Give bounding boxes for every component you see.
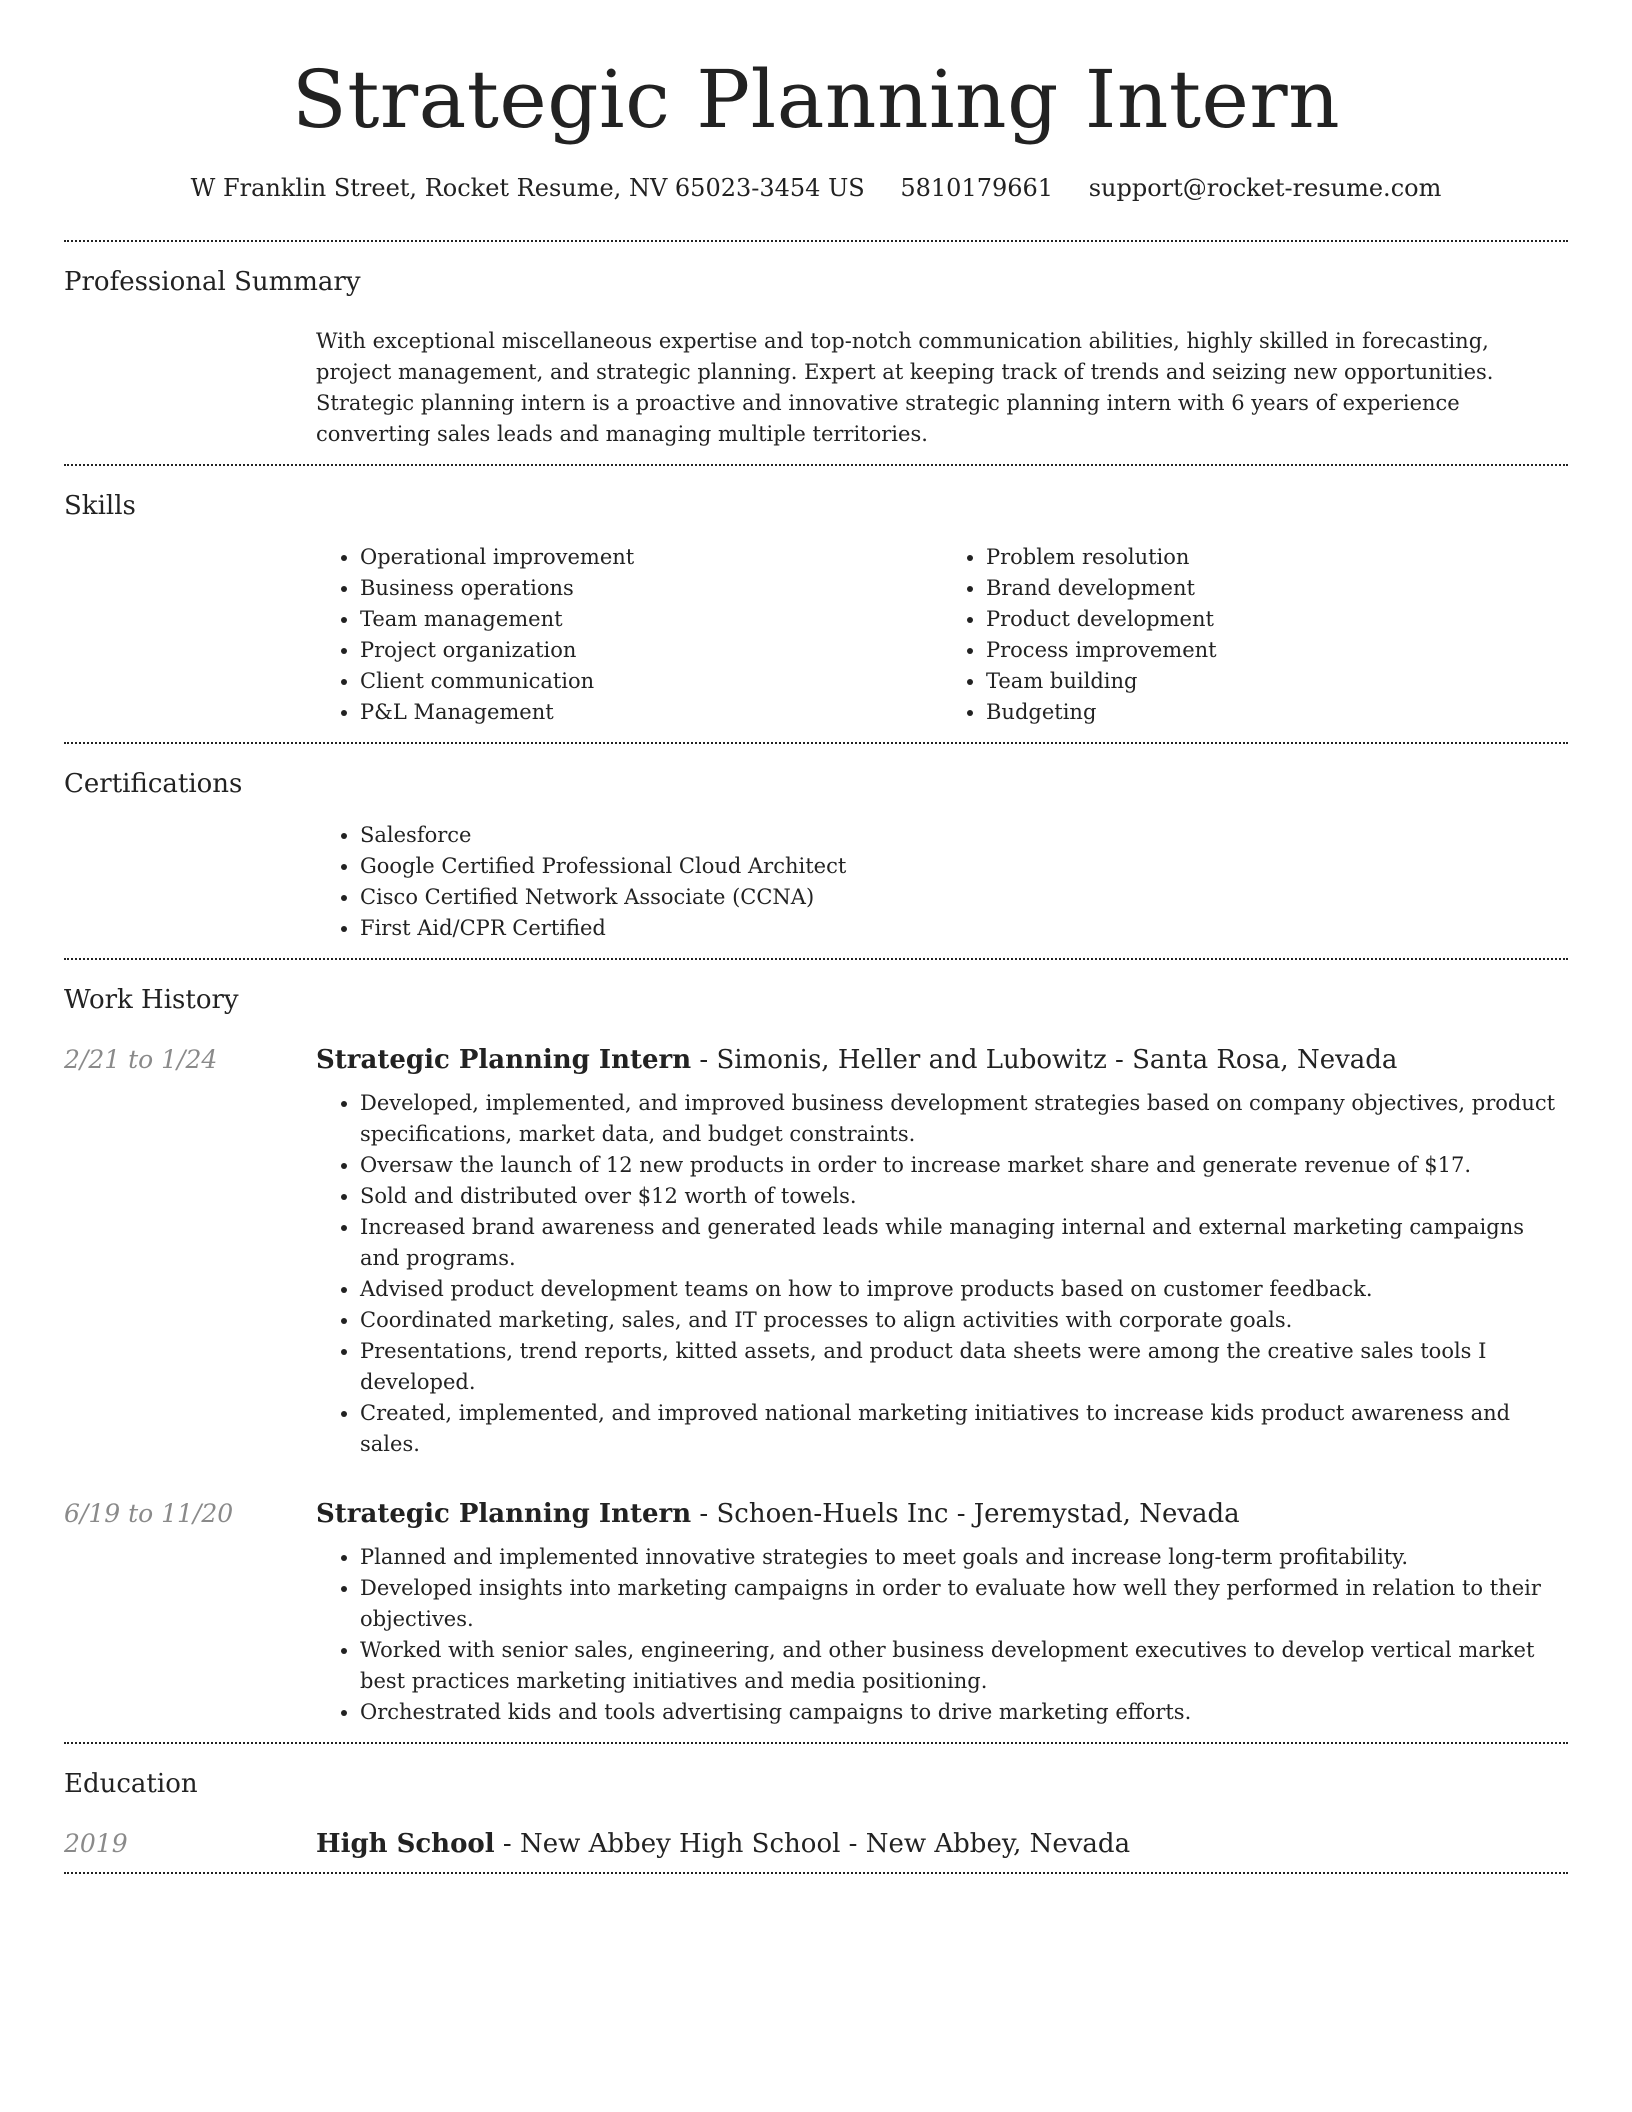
education-entry [64, 1802, 1568, 1872]
job-bullet: • Developed insights into marketing campaigns in order to evaluate how well they performed in relation to their objectives. [360, 1573, 1568, 1635]
job-bullet-list [316, 1542, 1568, 1728]
skill-item: • Project organization [360, 635, 942, 666]
certifications-list [316, 820, 1568, 944]
skills-grid [316, 542, 1568, 728]
contact-phone: 5810179661 [900, 174, 1054, 202]
skill-item: • Business operations [360, 573, 942, 604]
job-bullet: • Advised product development teams on how to improve products based on customer feedback. [360, 1274, 1568, 1305]
education-degree: High School [316, 1829, 495, 1859]
job-company-location: - Schoen-Huels Inc - Jeremystad, Nevada [691, 1499, 1240, 1529]
job-bullet: • Presentations, trend reports, kitted assets, and product data sheets were among the creative sales tools I developed. [360, 1336, 1568, 1398]
skill-item: • Team building [986, 666, 1568, 697]
job-bullet: • Sold and distributed over $12 worth of towels. [360, 1181, 1568, 1212]
job-bullet: • Created, implemented, and improved national marketing initiatives to increase kids product awareness and sales. [360, 1398, 1568, 1460]
certification-item: • First Aid/CPR Certified [360, 913, 1568, 944]
certification-item: • Cisco Certified Network Associate (CCNA) [360, 882, 1568, 913]
job-bullets [316, 1078, 1568, 1460]
summary-heading: Professional Summary [64, 267, 361, 297]
certifications-section [64, 744, 1568, 958]
skill-item: • Budgeting [986, 697, 1568, 728]
work-history-heading: Work History [64, 985, 239, 1015]
job-bullet: • Increased brand awareness and generated leads while managing internal and external marketing campaigns and programs. [360, 1212, 1568, 1274]
job-role: Strategic Planning Intern [316, 1499, 692, 1529]
education-section [64, 1744, 1568, 1872]
job-company-location: - Simonis, Heller and Lubowitz - Santa Rosa, Nevada [691, 1045, 1398, 1075]
candidate-name: Strategic Planning Intern [291, 53, 1341, 146]
certifications-heading: Certifications [64, 769, 243, 799]
job-bullets [316, 1532, 1568, 1728]
job-bullet: • Worked with senior sales, engineering, and other business development executives to develop vertical market best practices marketing initiatives and media positioning. [360, 1635, 1568, 1697]
certification-item: • Salesforce [360, 820, 1568, 851]
job-bullet-list [316, 1088, 1568, 1460]
skills-body [316, 524, 1568, 742]
skill-item: • P&L Management [360, 697, 942, 728]
summary-text: With exceptional miscellaneous expertise and top-notch communication abilities, highly skilled in forecasting, project management, and strategic planning. Expert at keeping track of trends and seizing new opportunities. Strategic planning intern is a proactive and innovative strategic planning intern with 6 years of experience converting sales leads and managing multiple territories. [316, 329, 1494, 446]
skill-item: • Team management [360, 604, 942, 635]
job-entry [64, 1460, 1568, 1742]
job-entry [64, 1018, 1568, 1460]
skill-item: • Problem resolution [986, 542, 1568, 573]
job-main [316, 1496, 1568, 1728]
job-bullet: • Coordinated marketing, sales, and IT processes to align activities with corporate goals. [360, 1305, 1568, 1336]
skills-list-right [942, 542, 1568, 728]
education-year: 2019 [64, 1829, 128, 1858]
job-bullet: • Planned and implemented innovative strategies to meet goals and increase long-term profitability. [360, 1542, 1568, 1573]
skills-heading: Skills [64, 491, 136, 521]
contact-address: W Franklin Street, Rocket Resume, NV 65023-3454 US [190, 174, 865, 202]
skills-list-left [316, 542, 942, 728]
job-bullet: • Oversaw the launch of 12 new products in order to increase market share and generate revenue of $17. [360, 1150, 1568, 1181]
job-dates: 6/19 to 11/20 [64, 1499, 234, 1528]
resume-header [64, 0, 1568, 206]
education-school-location: - New Abbey High School - New Abbey, Nevada [494, 1829, 1131, 1859]
summary-body [316, 300, 1568, 464]
contact-line [64, 170, 1568, 206]
skill-item: • Product development [986, 604, 1568, 635]
job-title-line [316, 1496, 1568, 1532]
skill-item: • Brand development [986, 573, 1568, 604]
skill-item: • Process improvement [986, 635, 1568, 666]
job-bullet: • Orchestrated kids and tools advertising campaigns to drive marketing efforts. [360, 1697, 1568, 1728]
skills-section [64, 466, 1568, 742]
job-title-line [316, 1042, 1568, 1078]
education-heading: Education [64, 1769, 198, 1799]
job-role: Strategic Planning Intern [316, 1045, 692, 1075]
skill-item: • Operational improvement [360, 542, 942, 573]
certification-item: • Google Certified Professional Cloud Architect [360, 851, 1568, 882]
certifications-body [316, 802, 1568, 958]
education-main [316, 1826, 1568, 1862]
divider [64, 1872, 1568, 1874]
job-main [316, 1042, 1568, 1460]
job-bullet: • Developed, implemented, and improved business development strategies based on company objectives, product specifications, market data, and budget constraints. [360, 1088, 1568, 1150]
skill-item: • Client communication [360, 666, 942, 697]
education-title-line [316, 1826, 1568, 1862]
work-history-section [64, 960, 1568, 1742]
summary-section [64, 242, 1568, 464]
job-dates: 2/21 to 1/24 [64, 1045, 218, 1074]
contact-email: support@rocket-resume.com [1088, 174, 1442, 202]
